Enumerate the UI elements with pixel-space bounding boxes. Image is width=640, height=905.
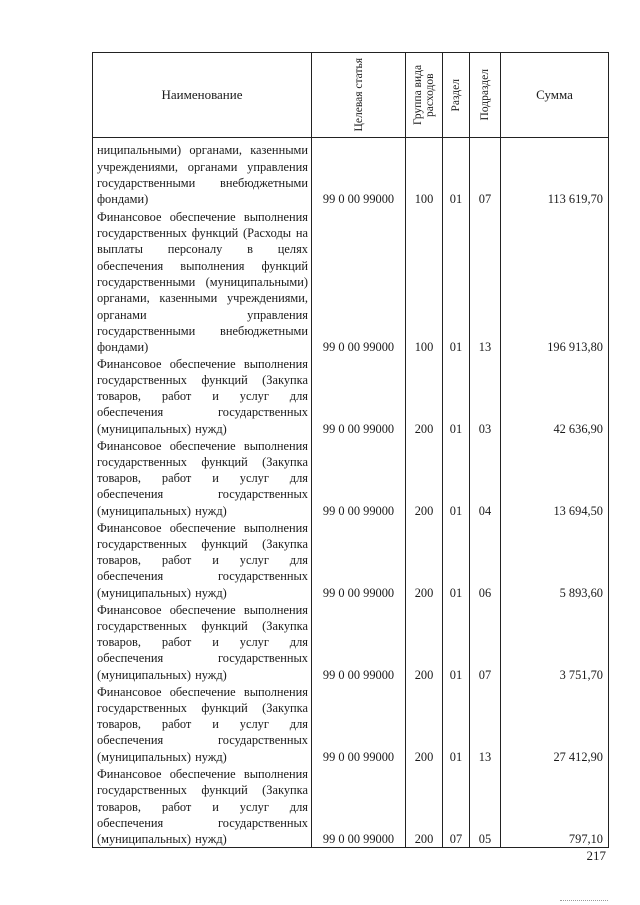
- row-sum: 5 893,60: [501, 519, 609, 601]
- row-group: 100: [406, 208, 443, 356]
- page-number: 217: [586, 848, 606, 863]
- row-name: Финансовое обеспечение выполнения государственных функций (Закупка товаров, работ и услуг для обеспечения государственных (муниципальных) нужд): [93, 437, 312, 519]
- row-group: 200: [406, 601, 443, 683]
- row-target: 99 0 00 99000: [312, 765, 406, 848]
- table-row: [93, 208, 609, 356]
- table-row: [93, 601, 609, 683]
- row-name: Финансовое обеспечение выполнения государственных функций (Закупка товаров, работ и услуг для обеспечения государственных (муниципальных) нужд): [93, 356, 312, 437]
- row-subsection: 06: [470, 519, 501, 601]
- row-section: 01: [443, 356, 470, 437]
- row-sum: 797,10: [501, 765, 609, 848]
- table-header-row: [93, 53, 609, 138]
- row-group: 100: [406, 138, 443, 208]
- row-section: 01: [443, 519, 470, 601]
- row-target: 99 0 00 99000: [312, 138, 406, 208]
- row-section: 01: [443, 208, 470, 356]
- row-name: Финансовое обеспечение выполнения государственных функций (Закупка товаров, работ и услуг для обеспечения государственных (муниципальных) нужд): [93, 683, 312, 765]
- row-target: 99 0 00 99000: [312, 437, 406, 519]
- header-subsection-cell: [470, 53, 501, 138]
- row-subsection: 05: [470, 765, 501, 848]
- row-section: 01: [443, 601, 470, 683]
- row-target: 99 0 00 99000: [312, 356, 406, 437]
- row-sum: 3 751,70: [501, 601, 609, 683]
- table-row: [93, 765, 609, 848]
- row-group: 200: [406, 765, 443, 848]
- table-row: [93, 683, 609, 765]
- row-sum: 113 619,70: [501, 138, 609, 208]
- row-subsection: 07: [470, 138, 501, 208]
- table-row: [93, 437, 609, 519]
- budget-table: [92, 52, 609, 848]
- row-name: ниципальными) органами, казенными учреждениями, органами управления государственными внебюджетными фондами): [93, 138, 312, 208]
- header-sum: Сумма: [501, 53, 609, 138]
- row-section: 01: [443, 683, 470, 765]
- row-section: 01: [443, 437, 470, 519]
- scan-artifact: [560, 900, 608, 903]
- header-group-cell: [406, 53, 443, 138]
- table-row: [93, 138, 609, 208]
- row-name: Финансовое обеспечение выполнения государственных функций (Закупка товаров, работ и услуг для обеспечения государственных (муниципальных) нужд): [93, 765, 312, 848]
- table-row: [93, 519, 609, 601]
- row-subsection: 03: [470, 356, 501, 437]
- header-section: Раздел: [450, 78, 462, 112]
- row-subsection: 13: [470, 208, 501, 356]
- header-name: Наименование: [93, 53, 312, 138]
- row-name: Финансовое обеспечение выполнения государственных функций (Расходы на выплаты персоналу в целях обеспечения выполнения функций государственными (муниципальными) органами, казенными учреждениями, органами управления государственными внебюджетными фондами): [93, 208, 312, 356]
- row-name: Финансовое обеспечение выполнения государственных функций (Закупка товаров, работ и услуг для обеспечения государственных (муниципальных) нужд): [93, 519, 312, 601]
- row-sum: 42 636,90: [501, 356, 609, 437]
- row-group: 200: [406, 356, 443, 437]
- row-section: 07: [443, 765, 470, 848]
- row-target: 99 0 00 99000: [312, 683, 406, 765]
- row-section: 01: [443, 138, 470, 208]
- header-subsection: Подраздел: [479, 69, 491, 121]
- row-subsection: 04: [470, 437, 501, 519]
- row-name: Финансовое обеспечение выполнения государственных функций (Закупка товаров, работ и услуг для обеспечения государственных (муниципальных) нужд): [93, 601, 312, 683]
- row-group: 200: [406, 519, 443, 601]
- header-target-cell: [312, 53, 406, 138]
- table-body: [93, 138, 609, 848]
- row-sum: 13 694,50: [501, 437, 609, 519]
- row-target: 99 0 00 99000: [312, 601, 406, 683]
- row-target: 99 0 00 99000: [312, 519, 406, 601]
- row-subsection: 07: [470, 601, 501, 683]
- table-row: [93, 356, 609, 437]
- row-group: 200: [406, 683, 443, 765]
- row-subsection: 13: [470, 683, 501, 765]
- row-sum: 196 913,80: [501, 208, 609, 356]
- row-target: 99 0 00 99000: [312, 208, 406, 356]
- row-group: 200: [406, 437, 443, 519]
- header-group: Группа вида расходов: [412, 64, 436, 126]
- header-section-cell: [443, 53, 470, 138]
- row-sum: 27 412,90: [501, 683, 609, 765]
- header-target: Целевая статья: [352, 58, 365, 132]
